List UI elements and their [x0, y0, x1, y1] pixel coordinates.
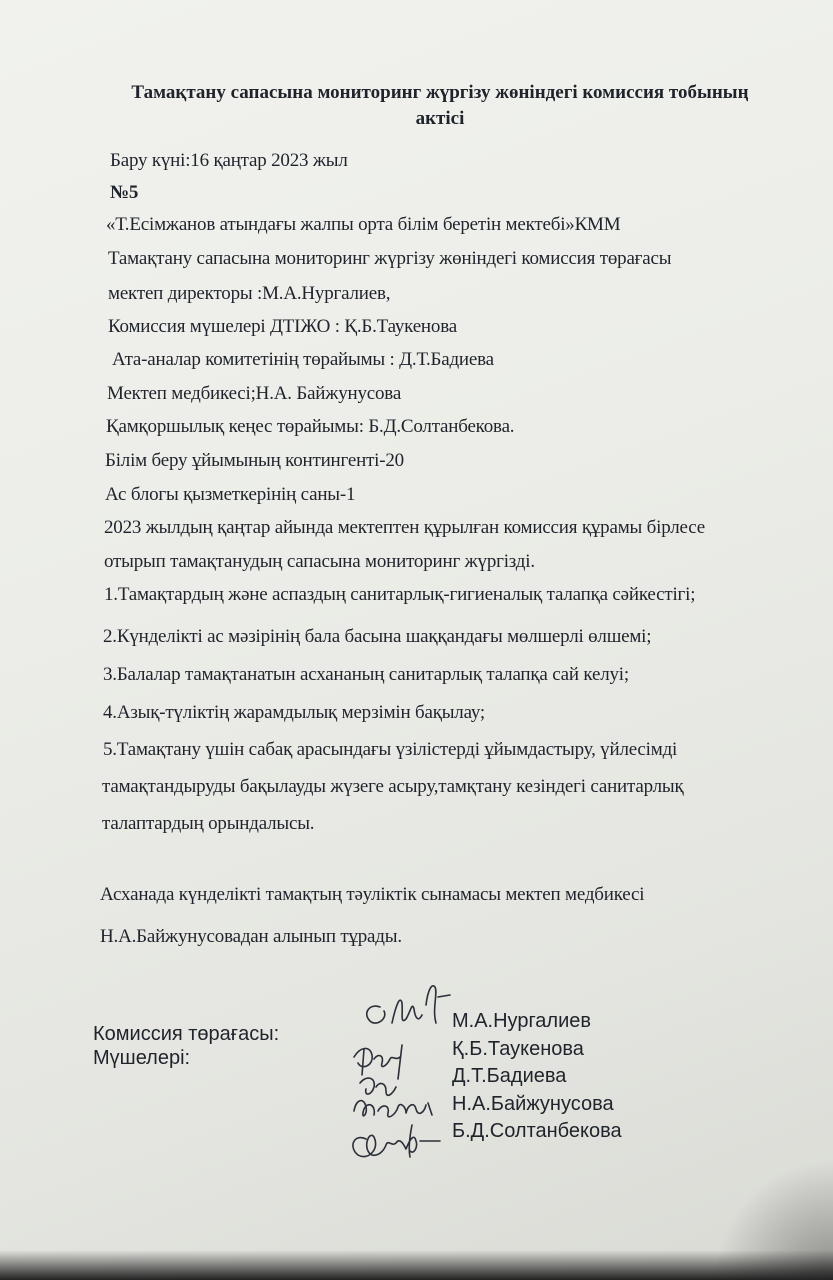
signatory-name-4: Н.А.Байжунусова	[452, 1093, 614, 1115]
document-title-line2: актісі	[415, 108, 465, 129]
signatory-name-1: М.А.Нургалиев	[452, 1010, 592, 1032]
kitchen-staff-line: Ас блогы қызметкерінің саны-1	[105, 484, 356, 505]
chair-label: Комиссия төрағасы:	[93, 1023, 280, 1045]
members-label: Мүшелері:	[93, 1047, 191, 1069]
signature-1	[367, 986, 450, 1023]
list-item-2: 2.Күнделікті ас мәзірінің бала басына шаққандағы мөлшерлі өлшемі;	[103, 626, 652, 647]
bottom-edge-shadow	[0, 1250, 833, 1280]
chair-role: Тамақтану сапасына мониторинг жүргізу жөніндегі комиссия төрағасы	[108, 248, 672, 269]
signatory-name-3: Д.Т.Бадиева	[452, 1065, 567, 1087]
contingent-line: Білім беру ұйымының контингенті-20	[105, 450, 404, 471]
school-name: «Т.Есімжанов атындағы жалпы орта білім беретін мектебі»КММ	[106, 214, 621, 235]
handwritten-signatures	[340, 975, 460, 1175]
list-item-4: 4.Азық-түліктің жарамдылық мерзімін бақылау;	[103, 702, 485, 723]
visit-date: Бару күні:16 қаңтар 2023 жыл	[110, 150, 348, 171]
signature-3	[360, 1078, 396, 1095]
signature-4	[354, 1101, 432, 1117]
trustee-line: Қамқоршылық кеңес төрайымы: Б.Д.Солтанбекова.	[106, 416, 515, 437]
list-item-3: 3.Балалар тамақтанатын асхананың санитарлық талапқа сай келуі;	[103, 664, 629, 685]
list-item-5-line-1: 5.Тамақтану үшін сабақ арасындағы үзілістерді ұйымдастыру, үйлесімді	[103, 739, 678, 760]
act-number: №5	[110, 182, 139, 203]
signature-2	[354, 1045, 402, 1079]
intro-line-2: отырып тамақтанудың сапасына мониторинг жүргізді.	[104, 551, 535, 572]
note-line-2: Н.А.Байжунусовадан алынып тұрады.	[100, 926, 402, 947]
signatory-name-2: Қ.Б.Таукенова	[452, 1038, 584, 1060]
signature-5	[353, 1125, 440, 1157]
director-line: мектеп директоры :М.А.Нургалиев,	[108, 283, 391, 304]
note-line-1: Асханада күнделікті тамақтың тәуліктік сынамасы мектеп медбикесі	[100, 884, 645, 905]
list-item-1: 1.Тамақтардың және аспаздың санитарлық-гигиеналық талапқа сәйкестігі;	[104, 584, 696, 605]
document-title-line1: Тамақтану сапасына мониторинг жүргізу жөніндегі комиссия тобының	[131, 82, 749, 103]
list-item-5-line-3: талаптардың орындалысы.	[102, 813, 315, 834]
member-line-1: Комиссия мүшелері ДТІЖО : Қ.Б.Таукенова	[108, 316, 457, 337]
nurse-line: Мектеп медбикесі;Н.А. Байжунусова	[107, 383, 402, 404]
intro-line-1: 2023 жылдың қаңтар айында мектептен құрылған комиссия құрамы бірлесе	[104, 517, 705, 538]
list-item-5-line-2: тамақтандыруды бақылауды жүзеге асыру,тамқтану кезіндегі санитарлық	[102, 776, 684, 797]
signatory-name-5: Б.Д.Солтанбекова	[452, 1120, 622, 1142]
member-line-2: Ата-аналар комитетінің төрайымы : Д.Т.Бадиева	[112, 349, 494, 370]
